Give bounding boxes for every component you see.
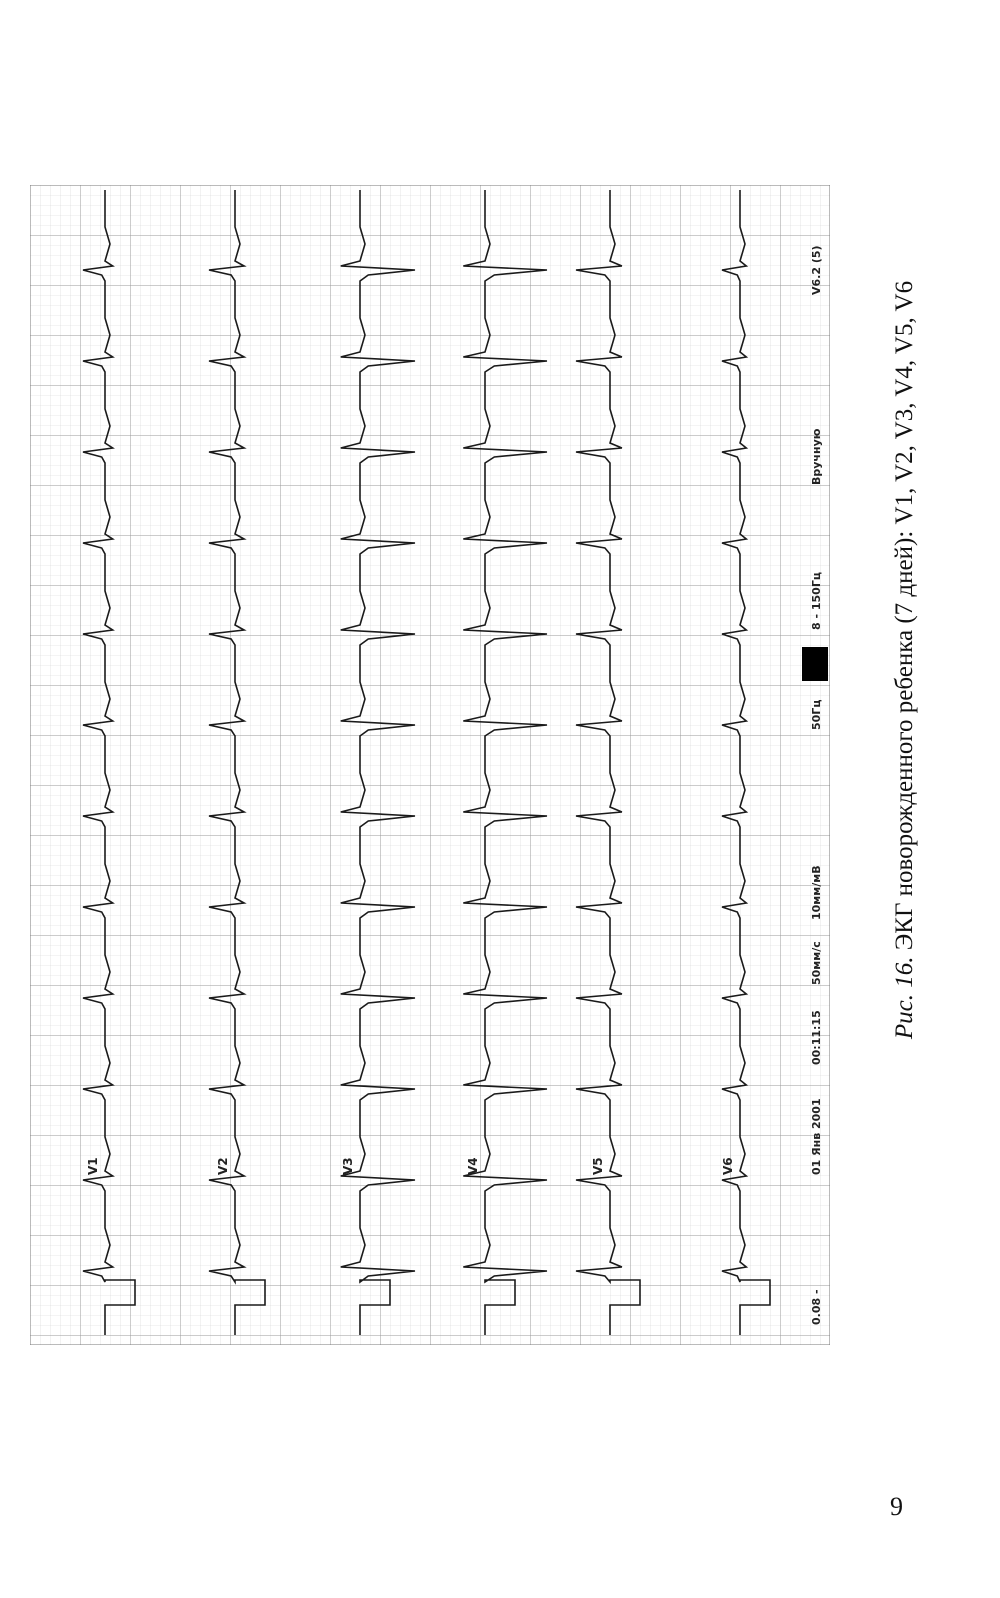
footer-time: 00:11:15 [810,1010,823,1065]
footer-gain: 10мм/мВ [810,865,823,920]
caption-area [860,120,950,1200]
footer-band-filter: 8 - 150Гц [810,571,823,630]
footer-mains-filter: 50Гц [810,699,823,730]
figure-caption-label: Рис. 16. [891,956,918,1040]
footer-date: 01 Янв 2001 [810,1098,823,1175]
lead-label-v1: V1 [86,1157,100,1175]
footer-mode: Вручную [810,428,823,485]
lead-label-v3: V3 [341,1157,355,1175]
ecg-grid [30,185,830,1345]
ecg-chart [30,185,830,1345]
figure-caption [891,120,919,1200]
page-number: 9 [890,1492,903,1521]
footer-left-value: 0.08 - [810,1289,823,1325]
marker-block [802,647,828,681]
lead-label-v5: V5 [591,1157,605,1175]
lead-label-v4: V4 [466,1157,480,1175]
footer-speed: 50мм/с [810,941,823,985]
lead-label-v6: V6 [721,1157,735,1175]
footer-version: V6.2 (5) [810,245,823,295]
figure-caption-text: ЭКГ новорожденного ребенка (7 дней): V1, V2, V3, V4, V5, V6 [891,280,918,951]
ecg-figure [30,185,830,1345]
lead-label-v2: V2 [216,1157,230,1175]
